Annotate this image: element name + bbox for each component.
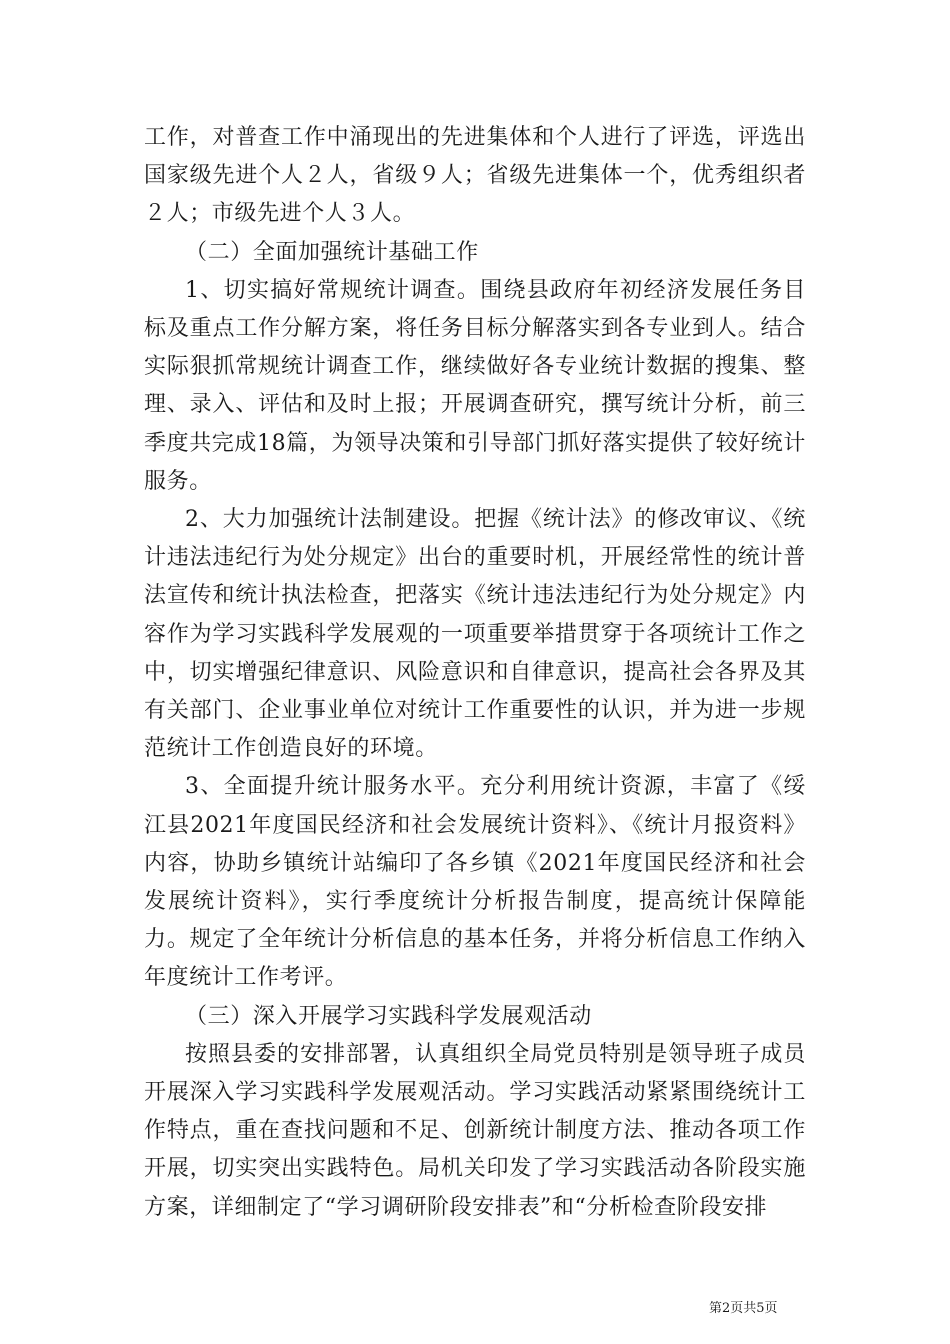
paragraph-service-level: 3、全面提升统计服务水平。充分利用统计资源，丰富了《绥江县2021年度国民经济和社会发展统计资料》、《统计月报资料》内容，协助乡镇统计站编印了各乡镇《2021年度国民经济和社会发展统计资料》，实行季度统计分析报告制度，提高统计保障能力。规定了全年统计分析信息的基本任务，并将分析信息工作纳入年度统计工作考评。	[144, 774, 806, 991]
paragraph-study-practice: 按照县委的安排部署，认真组织全局党员特别是领导班子成员开展深入学习实践科学发展观活动。学习实践活动紧紧围绕统计工作特点，重在查找问题和不足、创新统计制度方法、推动各项工作开展，切实突出实践特色。局机关印发了学习实践活动各阶段实施方案，详细制定了“学习调研阶段安排表”和“分析检查阶段安排	[144, 1041, 806, 1220]
paragraph-statistics-law: 2、大力加强统计法制建设。把握《统计法》的修改审议、《统计违法违纪行为处分规定》出台的重要时机，开展经常性的统计普法宣传和统计执法检查，把落实《统计违法违纪行为处分规定》内容作为学习实践科学发展观的一项重要举措贯穿于各项统计工作之中，切实增强纪律意识、风险意识和自律意识，提高社会各界及其有关部门、企业事业单位对统计工作重要性的认识，并为进一步规范统计工作创造良好的环境。	[144, 507, 806, 762]
document-body	[144, 119, 806, 1227]
paragraph-commendation-summary: 工作，对普查工作中涌现出的先进集体和个人进行了评选，评选出国家级先进个人２人，省级９人；省级先进集体一个，优秀组织者２人；市级先进个人３人。	[144, 125, 806, 227]
section-heading-statistics-foundation: （二）全面加强统计基础工作	[185, 239, 479, 265]
paragraph-routine-surveys: 1、切实搞好常规统计调查。围绕县政府年初经济发展任务目标及重点工作分解方案，将任务目标分解落实到各专业到人。结合实际狠抓常规统计调查工作，继续做好各专业统计数据的搜集、整理、录入、评估和及时上报；开展调查研究，撰写统计分析，前三季度共完成18篇，为领导决策和引导部门抓好落实提供了较好统计服务。	[144, 277, 806, 494]
section-heading-scientific-development: （三）深入开展学习实践科学发展观活动	[185, 1003, 592, 1029]
page-number-footer: 第2页共5页	[709, 1301, 778, 1316]
